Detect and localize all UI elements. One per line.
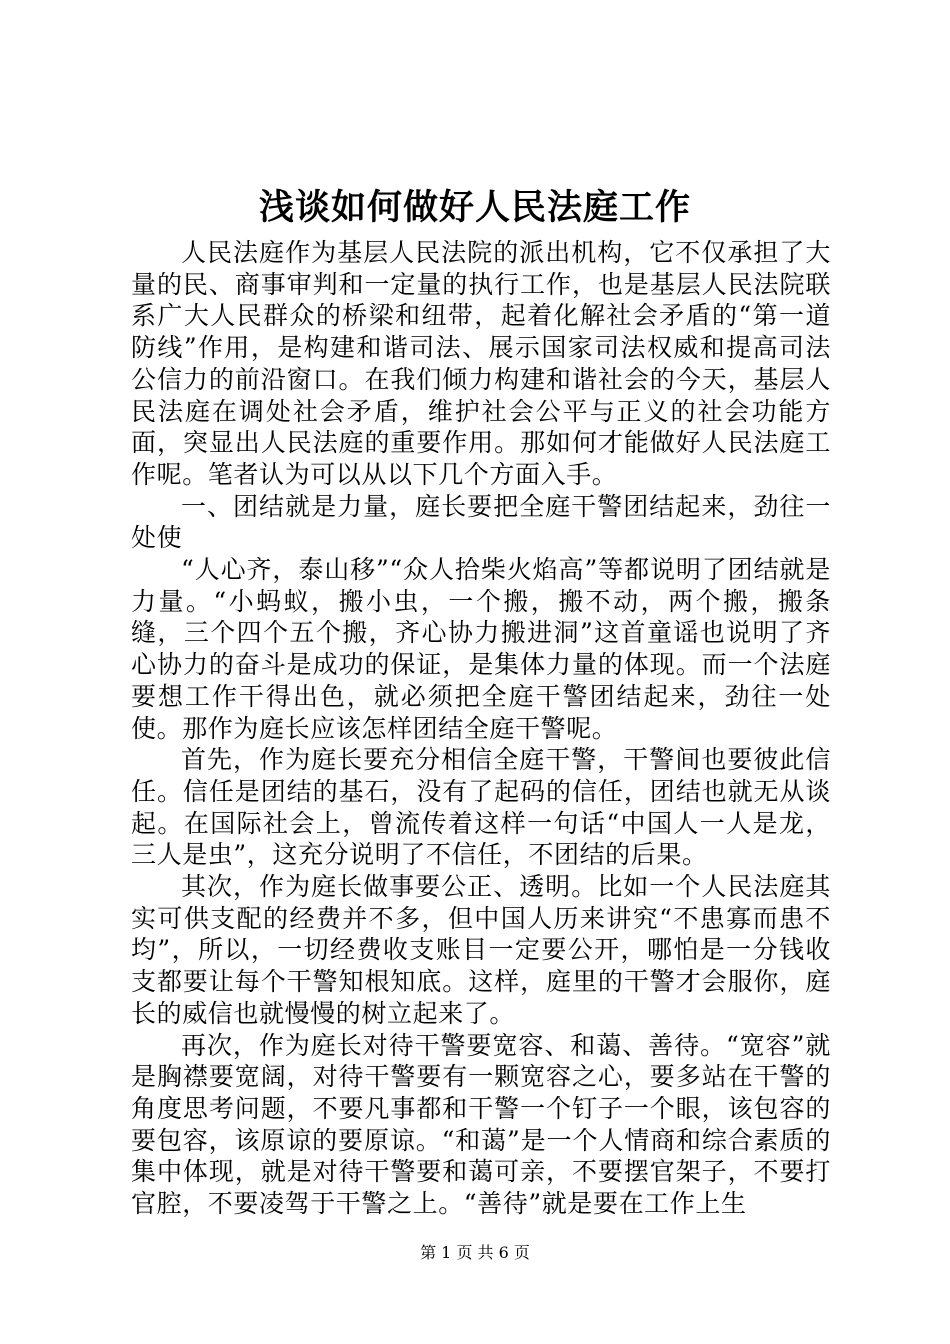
document-body xyxy=(131,237,831,1220)
paragraph-unity: “人心齐，泰山移”“众人拾柴火焰高”等都说明了团结就是力量。“小蚂蚁，搬小虫，一个搬，搬不动，两个搬，搬条缝，三个四个五个搬，齐心协力搬进洞”这首童谣也说明了齐心协力的奋斗是成功的保证，是集体力量的体现。而一个法庭要想工作干得出色，就必须把全庭干警团结起来，劲往一处使。那作为庭长应该怎样团结全庭干警呢。 xyxy=(131,555,831,743)
paragraph-second: 其次，作为庭长做事要公正、透明。比如一个人民法庭其实可供支配的经费并不多，但中国人历来讲究“不患寡而患不均”，所以，一切经费收支账目一定要公开，哪怕是一分钱收支都要让每个干警知根知底。这样，庭里的干警才会服你，庭长的威信也就慢慢的树立起来了。 xyxy=(131,872,831,1028)
paragraph-intro: 人民法庭作为基层人民法院的派出机构，它不仅承担了大量的民、商事审判和一定量的执行工作，也是基层人民法院联系广大人民群众的桥梁和纽带，起着化解社会矛盾的“第一道防线”作用，是构建和谐司法、展示国家司法权威和提高司法公信力的前沿窗口。在我们倾力构建和谐社会的今天，基层人民法庭在调处社会矛盾，维护社会公平与正义的社会功能方面，突显出人民法庭的重要作用。那如何才能做好人民法庭工作呢。笔者认为可以从以下几个方面入手。 xyxy=(131,238,831,489)
document-title: 浅谈如何做好人民法庭工作 xyxy=(258,187,691,228)
paragraph-first: 首先，作为庭长要充分相信全庭干警，干警间也要彼此信任。信任是团结的基石，没有了起码的信任，团结也就无从谈起。在国际社会上，曾流传着这样一句话“中国人一人是龙，三人是虫”，这充分说明了不信任，不团结的后果。 xyxy=(131,745,831,870)
page-number-footer: 第 1 页 共 6 页 xyxy=(420,1243,530,1262)
section-heading-1: 一、团结就是力量，庭长要把全庭干警团结起来，劲往一处使 xyxy=(131,491,831,553)
paragraph-third: 再次，作为庭长对待干警要宽容、和蔼、善待。“宽容”就是胸襟要宽阔，对待干警要有一颗宽容之心，要多站在干警的角度思考问题，不要凡事都和干警一个钉子一个眼，该包容的要包容，该原谅的要原谅。“和蔼”是一个人情商和综合素质的集中体现，就是对待干警要和蔼可亲，不要摆官架子，不要打官腔，不要凌驾于干警之上。“善待”就是要在工作上生 xyxy=(131,1030,831,1219)
